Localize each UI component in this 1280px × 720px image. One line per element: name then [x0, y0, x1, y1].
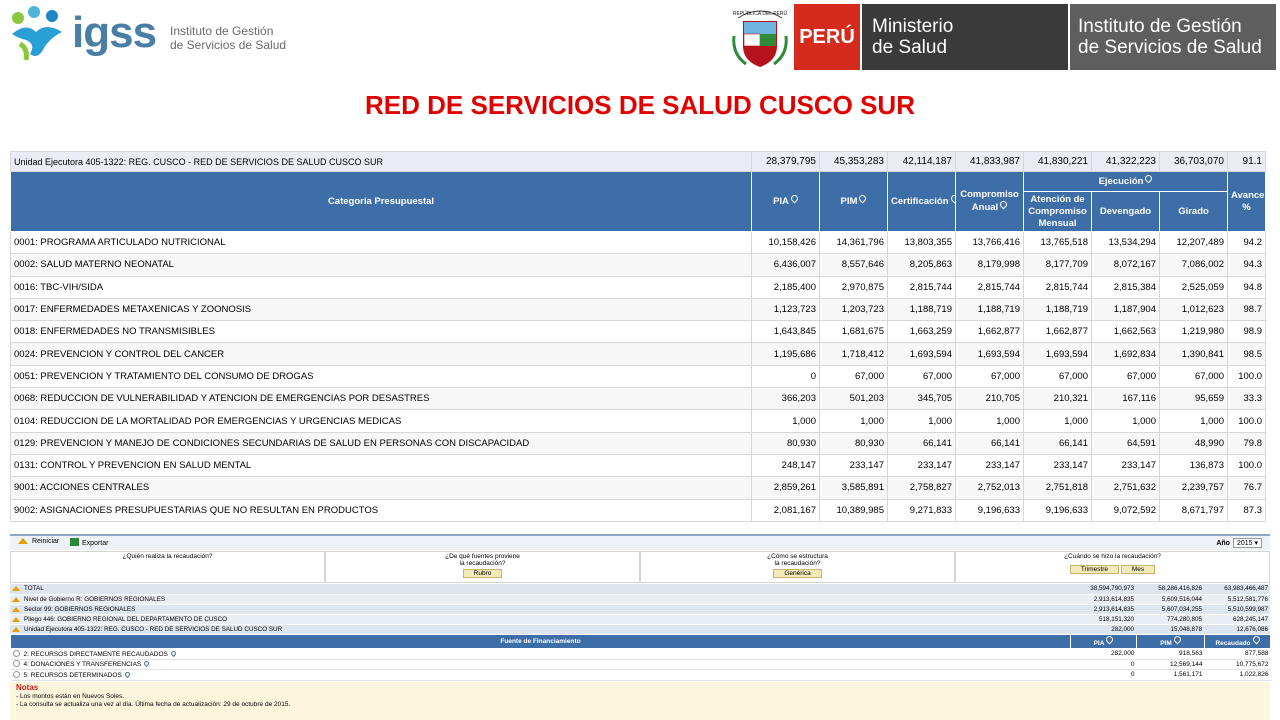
value-cell: 1,195,686 — [752, 343, 820, 365]
fuente-value: 282,000 — [1071, 649, 1137, 660]
minsa-line1: Ministerio — [872, 16, 954, 37]
value-cell: 8,205,863 — [888, 254, 956, 276]
col-header-certificacion[interactable] — [888, 172, 956, 232]
map-pin-icon[interactable] — [949, 194, 955, 204]
value-cell: 1,662,877 — [956, 321, 1024, 343]
value-cell: 1,012,623 — [1160, 298, 1228, 320]
value-cell: 1,000 — [1092, 410, 1160, 432]
value-cell: 67,000 — [956, 365, 1024, 387]
map-pin-icon[interactable] — [124, 671, 131, 678]
value-cell: 2,815,384 — [1092, 276, 1160, 298]
value-cell: 66,141 — [888, 432, 956, 454]
value-cell: 9,196,633 — [956, 499, 1024, 521]
col-header-pim[interactable] — [820, 172, 888, 232]
fuente-col-pia[interactable] — [1071, 635, 1137, 649]
value-cell: 1,692,834 — [1092, 343, 1160, 365]
value-cell: 13,765,518 — [1024, 232, 1092, 254]
drill-up-icon[interactable] — [12, 607, 20, 612]
value-cell: 100.0 — [1228, 454, 1266, 476]
value-cell: 2,751,818 — [1024, 477, 1092, 499]
aggregate-value: 2,913,614,835 — [1070, 594, 1136, 604]
value-cell: 87.3 — [1228, 499, 1266, 521]
unit-value: 41,833,987 — [956, 152, 1024, 172]
year-selector[interactable] — [1216, 538, 1262, 548]
category-cell: 0129: PREVENCION Y MANEJO DE CONDICIONES SECUNDARIAS DE SALUD EN PERSONAS CON DISCAPACIDAD — [11, 432, 752, 454]
category-cell: 0051: PREVENCION Y TRATAMIENTO DEL CONSUMO DE DROGAS — [11, 365, 752, 387]
map-pin-icon[interactable] — [1105, 635, 1115, 645]
col-header-devengado: Devengado — [1092, 192, 1160, 232]
aggregate-label-cell — [10, 624, 1070, 634]
value-cell: 8,072,167 — [1092, 254, 1160, 276]
unit-value: 45,353,283 — [820, 152, 888, 172]
value-cell: 2,815,744 — [1024, 276, 1092, 298]
value-cell: 1,693,594 — [888, 343, 956, 365]
value-cell: 167,116 — [1092, 388, 1160, 410]
value-cell: 94.8 — [1228, 276, 1266, 298]
col-header-pia-label: PIA — [773, 196, 789, 207]
aggregate-value: 5,510,599,987 — [1204, 604, 1270, 614]
value-cell: 66,141 — [1024, 432, 1092, 454]
value-cell: 1,187,904 — [1092, 298, 1160, 320]
fuente-header-row — [11, 635, 1271, 649]
reiniciar-button[interactable] — [18, 538, 59, 545]
fuente-col-label: PIM — [1160, 640, 1172, 647]
excel-icon — [70, 538, 79, 546]
fuente-col-label: Recaudado — [1215, 640, 1251, 647]
value-cell: 100.0 — [1228, 365, 1266, 387]
value-cell: 67,000 — [1092, 365, 1160, 387]
aggregate-body — [10, 584, 1270, 634]
category-cell: 0018: ENFERMEDADES NO TRANSMISIBLES — [11, 321, 752, 343]
aggregate-value: 63,983,466,487 — [1204, 584, 1270, 594]
value-cell: 2,525,059 — [1160, 276, 1228, 298]
value-cell: 64,591 — [1092, 432, 1160, 454]
aggregate-value: 58,286,416,826 — [1136, 584, 1204, 594]
value-cell: 9,271,833 — [888, 499, 956, 521]
value-cell: 7,086,002 — [1160, 254, 1228, 276]
table-row[interactable] — [11, 477, 1266, 499]
value-cell: 1,188,719 — [956, 298, 1024, 320]
fuente-row[interactable] — [11, 659, 1271, 670]
col-header-compromiso[interactable] — [956, 172, 1024, 232]
value-cell: 8,671,797 — [1160, 499, 1228, 521]
map-pin-icon[interactable] — [789, 194, 799, 204]
value-cell: 1,693,594 — [956, 343, 1024, 365]
aggregate-row[interactable] — [10, 614, 1270, 624]
aggregate-label: Pliego 446: GOBIERNO REGIONAL DEL DEPARTAMENTO DE CUSCO — [24, 615, 228, 623]
value-cell: 13,534,294 — [1092, 232, 1160, 254]
minsa-line2: de Salud — [872, 37, 948, 58]
value-cell: 2,752,013 — [956, 477, 1024, 499]
rubro-button[interactable]: Rubro — [463, 569, 503, 578]
aggregate-value: 12,676,086 — [1204, 624, 1270, 634]
value-cell: 233,147 — [888, 454, 956, 476]
question-estructura — [640, 551, 955, 583]
note-line: - Los montos están en Nuevos Soles. — [16, 693, 125, 700]
map-pin-icon[interactable] — [1251, 635, 1261, 645]
budget-table — [10, 151, 1266, 522]
category-cell: 9002: ASIGNACIONES PRESUPUESTARIAS QUE NO RESULTAN EN PRODUCTOS — [11, 499, 752, 521]
value-cell: 67,000 — [888, 365, 956, 387]
value-cell: 1,718,412 — [820, 343, 888, 365]
unit-value: 28,379,795 — [752, 152, 820, 172]
igss-box-line2: de Servicios de Salud — [1078, 37, 1262, 58]
value-cell: 1,000 — [820, 410, 888, 432]
value-cell: 210,321 — [1024, 388, 1092, 410]
up-arrow-icon — [18, 538, 28, 544]
col-header-ejecucion-label: Ejecución — [1098, 176, 1144, 187]
value-cell: 1,000 — [1160, 410, 1228, 432]
aggregate-value: 774,280,805 — [1136, 614, 1204, 624]
col-header-atencion: Atención de Compromiso Mensual — [1024, 192, 1092, 232]
aggregate-label-cell — [10, 604, 1070, 614]
fuente-body — [11, 649, 1271, 681]
value-cell: 0 — [752, 365, 820, 387]
unit-value: 91.1 — [1228, 152, 1266, 172]
value-cell: 6,436,007 — [752, 254, 820, 276]
fuente-value: 12,569,144 — [1137, 659, 1205, 670]
value-cell: 1,188,719 — [1024, 298, 1092, 320]
category-cell: 0068: REDUCCION DE VULNERABILIDAD Y ATENCION DE EMERGENCIAS POR DESASTRES — [11, 388, 752, 410]
col-header-ejecucion[interactable] — [1024, 172, 1228, 192]
value-cell: 79.8 — [1228, 432, 1266, 454]
category-cell: 0016: TBC-VIH/SIDA — [11, 276, 752, 298]
unit-summary-row[interactable] — [11, 152, 1266, 172]
igss-brand-box — [1070, 4, 1276, 70]
value-cell: 1,693,594 — [1024, 343, 1092, 365]
value-cell: 9,196,633 — [1024, 499, 1092, 521]
question-cuando — [955, 551, 1270, 583]
question-text-2: la recaudación? — [774, 560, 821, 567]
value-cell: 33.3 — [1228, 388, 1266, 410]
fuente-value: 10,775,672 — [1205, 659, 1271, 670]
fuente-value: 0 — [1071, 670, 1137, 681]
value-cell: 1,000 — [752, 410, 820, 432]
exportar-label: Exportar — [82, 540, 109, 547]
aggregate-label-cell — [10, 614, 1070, 624]
notes-title: Notas — [16, 683, 39, 692]
igss-subtitle-line2: de Servicios de Salud — [170, 38, 287, 52]
question-text-2: la recaudación? — [459, 560, 506, 567]
value-cell: 210,705 — [956, 388, 1024, 410]
category-cell: 0017: ENFERMEDADES METAXENICAS Y ZOONOSIS — [11, 298, 752, 320]
value-cell: 1,681,675 — [820, 321, 888, 343]
col-header-pim-label: PIM — [840, 196, 858, 207]
fuente-label-cell — [11, 670, 1071, 681]
value-cell: 233,147 — [1092, 454, 1160, 476]
map-pin-icon[interactable] — [1172, 635, 1182, 645]
fuente-row[interactable] — [11, 649, 1271, 660]
value-cell: 2,239,757 — [1160, 477, 1228, 499]
question-text: ¿Cuándo se hizo la recaudación? — [1064, 553, 1161, 560]
minsa-brand-box — [862, 4, 1068, 70]
value-cell: 80,930 — [820, 432, 888, 454]
year-label: Año — [1216, 540, 1230, 547]
mes-button[interactable]: Mes — [1121, 565, 1155, 574]
value-cell: 13,766,416 — [956, 232, 1024, 254]
radio-button[interactable] — [13, 660, 20, 667]
question-row — [10, 551, 1270, 583]
peru-coat-of-arms-logo — [730, 6, 790, 70]
aggregate-value: 5,512,581,776 — [1204, 594, 1270, 604]
value-cell: 94.3 — [1228, 254, 1266, 276]
value-cell: 12,207,489 — [1160, 232, 1228, 254]
aggregate-row[interactable] — [10, 594, 1270, 604]
value-cell: 1,000 — [888, 410, 956, 432]
fuente-col-label: PIA — [1093, 640, 1105, 647]
notes-box — [10, 682, 1270, 720]
value-cell: 1,000 — [1024, 410, 1092, 432]
table-row[interactable] — [11, 343, 1266, 365]
value-cell: 1,000 — [956, 410, 1024, 432]
fuente-col-pim[interactable] — [1137, 635, 1205, 649]
value-cell: 2,081,167 — [752, 499, 820, 521]
aggregate-label: TOTAL — [24, 585, 44, 593]
aggregate-value: 5,609,516,044 — [1136, 594, 1204, 604]
drill-up-icon[interactable] — [12, 586, 20, 591]
fuente-value: 877,588 — [1205, 649, 1271, 660]
igss-figure-logo — [6, 4, 68, 66]
value-cell: 48,990 — [1160, 432, 1228, 454]
value-cell: 233,147 — [1024, 454, 1092, 476]
value-cell: 8,179,998 — [956, 254, 1024, 276]
value-cell: 2,970,875 — [820, 276, 888, 298]
aggregate-label-cell — [10, 584, 1070, 594]
value-cell: 345,705 — [888, 388, 956, 410]
fuente-label-cell — [11, 649, 1071, 660]
value-cell: 1,390,841 — [1160, 343, 1228, 365]
fuente-label: 2: RECURSOS DIRECTAMENTE RECAUDADOS — [23, 650, 168, 658]
unit-value: 36,703,070 — [1160, 152, 1228, 172]
value-cell: 1,203,723 — [820, 298, 888, 320]
value-cell: 98.7 — [1228, 298, 1266, 320]
trimestre-button[interactable]: Trimestre — [1070, 565, 1119, 574]
unit-value: 41,322,223 — [1092, 152, 1160, 172]
igss-subtitle-line1: Instituto de Gestión — [170, 24, 274, 38]
map-pin-icon[interactable] — [858, 194, 868, 204]
table-row[interactable] — [11, 254, 1266, 276]
aggregate-label: Unidad Ejecutora 405-1322: REG. CUSCO - RED DE SERVICIOS DE SALUD CUSCO SUR — [24, 625, 283, 633]
value-cell: 2,751,632 — [1092, 477, 1160, 499]
generica-button[interactable]: Genérica — [773, 569, 821, 578]
svg-text:REPÚBLICA DEL PERÚ: REPÚBLICA DEL PERÚ — [732, 11, 788, 17]
fuente-col-recaudado[interactable] — [1205, 635, 1271, 649]
value-cell: 1,663,259 — [888, 321, 956, 343]
exportar-button[interactable] — [70, 538, 108, 547]
recaudacion-panel — [10, 534, 1270, 720]
value-cell: 14,361,796 — [820, 232, 888, 254]
table-row[interactable] — [11, 388, 1266, 410]
fuente-label: 5: RECURSOS DETERMINADOS — [23, 671, 122, 679]
value-cell: 10,389,985 — [820, 499, 888, 521]
category-cell: 0024: PREVENCION Y CONTROL DEL CANCER — [11, 343, 752, 365]
aggregate-value: 38,594,790,973 — [1070, 584, 1136, 594]
map-pin-icon[interactable] — [143, 660, 150, 667]
igss-subtitle — [170, 24, 286, 52]
aggregate-table — [10, 584, 1270, 635]
map-pin-icon[interactable] — [170, 650, 177, 657]
value-cell: 366,203 — [752, 388, 820, 410]
value-cell: 2,185,400 — [752, 276, 820, 298]
aggregate-label: Nivel de Gobierno R: GOBIERNOS REGIONALES — [24, 595, 166, 603]
fuente-label-cell — [11, 659, 1071, 670]
reiniciar-label: Reiniciar — [32, 538, 60, 545]
aggregate-row[interactable] — [10, 604, 1270, 614]
value-cell: 98.9 — [1228, 321, 1266, 343]
note-line: - La consulta se actualiza una vez al día. Última fecha de actualización: 29 de octubre de 2015. — [16, 701, 291, 708]
category-cell: 9001: ACCIONES CENTRALES — [11, 477, 752, 499]
question-text: ¿Cómo se estructura — [767, 553, 828, 560]
value-cell: 136,873 — [1160, 454, 1228, 476]
peru-brand-box: PERÚ — [794, 4, 860, 70]
fuente-value: 1,561,171 — [1137, 670, 1205, 681]
aggregate-value: 5,607,034,255 — [1136, 604, 1204, 614]
value-cell: 501,203 — [820, 388, 888, 410]
table-row[interactable] — [11, 232, 1266, 254]
fuente-label: 4: DONACIONES Y TRANSFERENCIAS — [23, 661, 142, 669]
unit-value: 42,114,187 — [888, 152, 956, 172]
value-cell: 9,072,592 — [1092, 499, 1160, 521]
value-cell: 67,000 — [820, 365, 888, 387]
value-cell: 233,147 — [956, 454, 1024, 476]
value-cell: 233,147 — [820, 454, 888, 476]
value-cell: 10,158,426 — [752, 232, 820, 254]
table-row[interactable] — [11, 410, 1266, 432]
aggregate-label-cell — [10, 594, 1070, 604]
aggregate-label: Sector 99: GOBIERNOS REGIONALES — [24, 605, 136, 613]
table-row[interactable] — [11, 276, 1266, 298]
col-header-certificacion-label: Certificación — [891, 196, 949, 207]
value-cell: 94.2 — [1228, 232, 1266, 254]
question-text: ¿De qué fuentes proviene — [445, 553, 520, 560]
table-row[interactable] — [11, 321, 1266, 343]
value-cell: 100.0 — [1228, 410, 1266, 432]
page-title: RED DE SERVICIOS DE SALUD CUSCO SUR — [365, 90, 915, 120]
aggregate-value: 628,245,147 — [1204, 614, 1270, 624]
value-cell: 3,585,891 — [820, 477, 888, 499]
aggregate-row[interactable] — [10, 624, 1270, 634]
value-cell: 2,815,744 — [956, 276, 1024, 298]
value-cell: 1,662,563 — [1092, 321, 1160, 343]
aggregate-row[interactable] — [10, 584, 1270, 594]
value-cell: 80,930 — [752, 432, 820, 454]
radio-button[interactable] — [13, 671, 20, 678]
value-cell: 1,643,845 — [752, 321, 820, 343]
col-header-avance: Avance % — [1228, 172, 1266, 232]
value-cell: 2,815,744 — [888, 276, 956, 298]
fuente-header: Fuente de Financiamiento — [11, 635, 1071, 649]
value-cell: 2,859,261 — [752, 477, 820, 499]
aggregate-value: 518,151,320 — [1070, 614, 1136, 624]
fuente-row[interactable] — [11, 670, 1271, 681]
value-cell: 66,141 — [956, 432, 1024, 454]
drill-up-icon[interactable] — [12, 627, 20, 632]
value-cell: 98.5 — [1228, 343, 1266, 365]
panel-toolbar — [10, 534, 1270, 550]
fuente-value: 0 — [1071, 659, 1137, 670]
question-fuentes — [325, 551, 640, 583]
value-cell: 248,147 — [752, 454, 820, 476]
col-header-categoria: Categoría Presupuestal — [11, 172, 752, 232]
map-pin-icon[interactable] — [999, 200, 1009, 210]
map-pin-icon[interactable] — [1144, 174, 1154, 184]
drill-up-icon[interactable] — [12, 617, 20, 622]
value-cell: 67,000 — [1160, 365, 1228, 387]
header — [0, 0, 1280, 80]
year-select[interactable]: 2015 ▾ — [1233, 538, 1262, 548]
col-header-compromiso-label: Compromiso Anual — [960, 189, 1019, 213]
radio-button[interactable] — [13, 650, 20, 657]
question-text: ¿Quién realiza la recaudación? — [122, 553, 213, 560]
year-value: 2015 — [1236, 540, 1253, 547]
category-cell: 0104: REDUCCION DE LA MORTALIDAD POR EMERGENCIAS Y URGENCIAS MEDICAS — [11, 410, 752, 432]
value-cell: 8,557,646 — [820, 254, 888, 276]
value-cell: 1,219,980 — [1160, 321, 1228, 343]
table-row[interactable] — [11, 499, 1266, 521]
value-cell: 95,659 — [1160, 388, 1228, 410]
col-header-pia[interactable] — [752, 172, 820, 232]
category-cell: 0002: SALUD MATERNO NEONATAL — [11, 254, 752, 276]
value-cell: 2,758,827 — [888, 477, 956, 499]
igss-box-line1: Instituto de Gestión — [1078, 16, 1242, 37]
fuente-value: 1,022,826 — [1205, 670, 1271, 681]
value-cell: 1,662,877 — [1024, 321, 1092, 343]
fuente-value: 918,563 — [1137, 649, 1205, 660]
budget-table-body — [11, 232, 1266, 522]
aggregate-value: 282,000 — [1070, 624, 1136, 634]
fuente-table — [10, 634, 1271, 681]
igss-wordmark: igss — [72, 8, 157, 57]
table-row[interactable] — [11, 298, 1266, 320]
category-cell: 0131: CONTROL Y PREVENCION EN SALUD MENTAL — [11, 454, 752, 476]
table-row[interactable] — [11, 432, 1266, 454]
aggregate-value: 2,913,614,835 — [1070, 604, 1136, 614]
value-cell: 1,188,719 — [888, 298, 956, 320]
col-header-girado: Girado — [1160, 192, 1228, 232]
value-cell: 76.7 — [1228, 477, 1266, 499]
header-row-1 — [11, 172, 1266, 192]
table-row[interactable] — [11, 454, 1266, 476]
category-cell: 0001: PROGRAMA ARTICULADO NUTRICIONAL — [11, 232, 752, 254]
aggregate-value: 15,048,878 — [1136, 624, 1204, 634]
question-quien — [10, 551, 325, 583]
value-cell: 67,000 — [1024, 365, 1092, 387]
unit-label: Unidad Ejecutora 405-1322: REG. CUSCO - RED DE SERVICIOS DE SALUD CUSCO SUR — [11, 152, 752, 172]
value-cell: 8,177,709 — [1024, 254, 1092, 276]
value-cell: 13,803,355 — [888, 232, 956, 254]
unit-value: 41,830,221 — [1024, 152, 1092, 172]
table-row[interactable] — [11, 365, 1266, 387]
value-cell: 1,123,723 — [752, 298, 820, 320]
drill-up-icon[interactable] — [12, 597, 20, 602]
